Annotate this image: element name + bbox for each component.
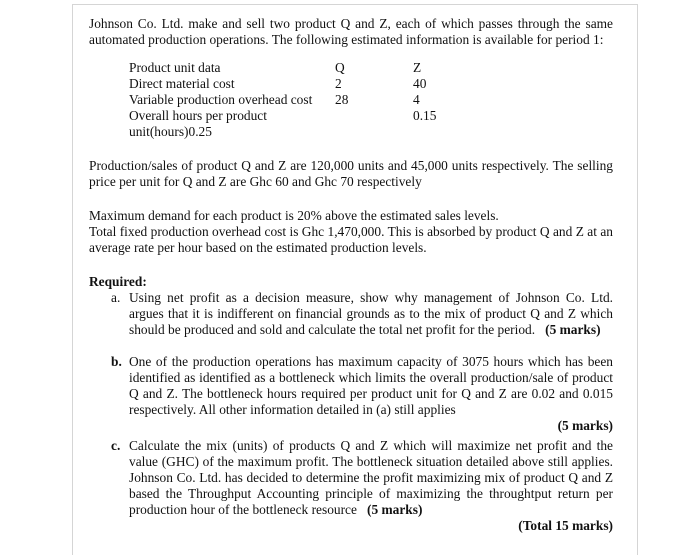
- item-marks: (5 marks): [545, 322, 601, 337]
- requirement-item-b: [89, 354, 613, 434]
- table-label: Product unit data: [129, 60, 221, 75]
- item-text: One of the production operations has maximum capacity of 3075 hours which has been identified as identified as a bottleneck which limits the overall production/sale of product Q and Z. The bottleneck hours required per product unit for Q and Z are 0.02 and 0.015 respectively. All other information detailed in (a) still applies: [129, 354, 613, 417]
- table-row: [129, 92, 436, 108]
- fixed-overhead-paragraph: Total fixed production overhead cost is Ghc 1,470,000. This is absorbed by product Q and Z at an average rate per hour based on the estimated production levels.: [89, 224, 613, 255]
- table-cell-z: 0.15: [413, 108, 437, 123]
- table-row: [129, 108, 436, 140]
- item-text: Calculate the mix (units) of products Q and Z which will maximize net profit and the value (GHC) of the maximum profit. The bottleneck situation detailed above still applies. Johnson Co. Ltd. has decided to determine the profit maximizing mix of product Q and Z based the Throughput Accounting principle of maximizing the throughtput return per production hour of the bottleneck resource: [129, 438, 613, 517]
- item-marks: (5 marks): [366, 502, 423, 517]
- requirement-item-a: [89, 290, 613, 338]
- table-cell-q: 2: [335, 76, 342, 91]
- table-cell-z: Z: [413, 60, 422, 75]
- table-cell-z: 4: [413, 92, 420, 107]
- max-demand-line: Maximum demand for each product is 20% above the estimated sales levels.: [89, 208, 499, 223]
- required-heading: Required:: [89, 274, 147, 289]
- table-label: Direct material cost: [129, 76, 235, 91]
- item-marker: b.: [111, 354, 122, 369]
- table-cell-z: 40: [413, 76, 427, 91]
- table-cell-q: [335, 108, 413, 140]
- table-cell-q: Q: [335, 60, 345, 75]
- table-label: Variable production overhead cost: [129, 92, 313, 107]
- item-text: Using net profit as a decision measure, show why management of Johnson Co. Ltd. argues that it is indifferent on financial grounds as to the mix of product Q and Z which should be produced and sold and calculate the total net profit for the period.: [129, 290, 613, 337]
- item-marker: c.: [111, 438, 121, 453]
- requirements-list: [89, 290, 613, 534]
- table-label: Overall hours per product unit(hours)0.25: [129, 108, 267, 139]
- item-marks: (5 marks): [557, 418, 613, 433]
- table-row: [129, 76, 436, 92]
- table-header-row: [129, 60, 436, 76]
- product-unit-data-table: [129, 60, 436, 140]
- total-marks: (Total 15 marks): [518, 518, 613, 533]
- item-marker: a.: [111, 290, 121, 305]
- requirement-item-c: [89, 438, 613, 534]
- demand-overhead-block: [89, 208, 613, 256]
- production-sales-paragraph: Production/sales of product Q and Z are 120,000 units and 45,000 units respectively. The selling price per unit for Q and Z are Ghc 60 and Ghc 70 respectively: [89, 158, 613, 189]
- document-body: [89, 16, 613, 534]
- intro-paragraph: Johnson Co. Ltd. make and sell two product Q and Z, each of which passes through the same automated production operations. The following estimated information is available for period 1:: [89, 16, 613, 47]
- table-cell-q: 28: [335, 92, 349, 107]
